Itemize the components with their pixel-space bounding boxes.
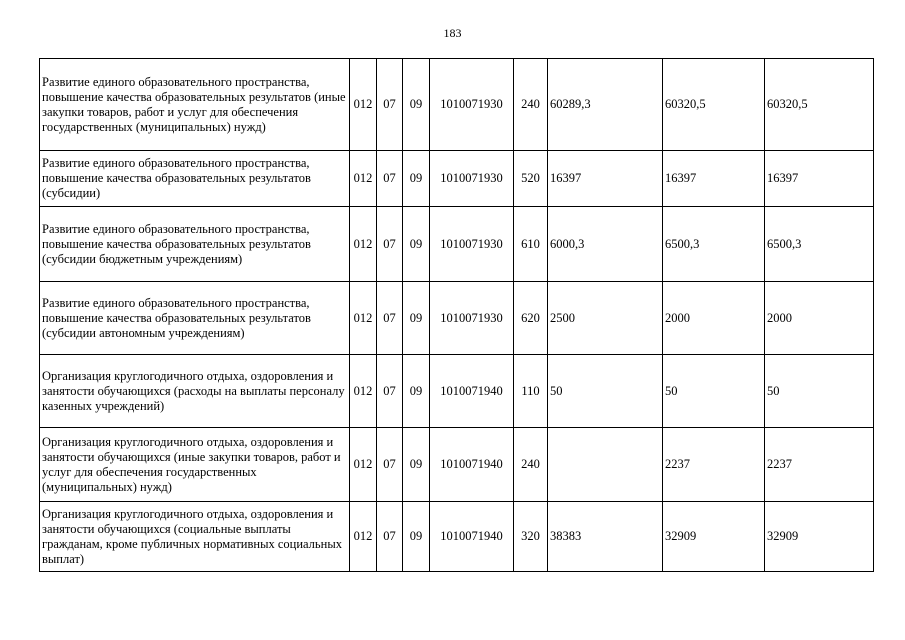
- cell-expense-type: 320: [514, 502, 548, 572]
- page-number: 183: [443, 26, 462, 40]
- cell-subsection: 09: [403, 355, 430, 428]
- cell-target: 1010071940: [430, 428, 514, 502]
- cell-sum-3: 6500,3: [765, 207, 874, 282]
- cell-sum-2: 50: [663, 355, 765, 428]
- cell-name: Организация круглогодичного отдыха, оздоровления и занятости обучающихся (расходы на выплаты персоналу казенных учреждений): [40, 355, 350, 428]
- cell-sum-1: 60289,3: [548, 59, 663, 151]
- table-row: [40, 151, 874, 207]
- cell-name: Развитие единого образовательного пространства, повышение качества образовательных результатов (субсидии бюджетным учреждениям): [40, 207, 350, 282]
- cell-expense-type: 240: [514, 428, 548, 502]
- table-row: [40, 428, 874, 502]
- cell-subsection: 09: [403, 282, 430, 355]
- cell-section: 07: [377, 282, 403, 355]
- cell-section: 07: [377, 502, 403, 572]
- table-row: [40, 59, 874, 151]
- cell-name: Развитие единого образовательного пространства, повышение качества образовательных результатов (субсидии автономным учреждениям): [40, 282, 350, 355]
- table-row: [40, 355, 874, 428]
- cell-sum-2: 60320,5: [663, 59, 765, 151]
- cell-section: 07: [377, 355, 403, 428]
- cell-sum-2: 32909: [663, 502, 765, 572]
- cell-target: 1010071930: [430, 151, 514, 207]
- cell-ministry: 012: [350, 59, 377, 151]
- cell-ministry: 012: [350, 355, 377, 428]
- cell-sum-2: 2000: [663, 282, 765, 355]
- cell-section: 07: [377, 59, 403, 151]
- cell-sum-1: 50: [548, 355, 663, 428]
- cell-sum-3: 2000: [765, 282, 874, 355]
- cell-sum-1: 38383: [548, 502, 663, 572]
- table-row: [40, 502, 874, 572]
- cell-sum-1: [548, 428, 663, 502]
- cell-subsection: 09: [403, 428, 430, 502]
- table-row: [40, 207, 874, 282]
- cell-subsection: 09: [403, 502, 430, 572]
- cell-sum-1: 2500: [548, 282, 663, 355]
- table-row: [40, 282, 874, 355]
- cell-expense-type: 240: [514, 59, 548, 151]
- cell-target: 1010071930: [430, 282, 514, 355]
- cell-sum-3: 50: [765, 355, 874, 428]
- cell-sum-3: 16397: [765, 151, 874, 207]
- cell-sum-3: 60320,5: [765, 59, 874, 151]
- cell-subsection: 09: [403, 59, 430, 151]
- cell-sum-2: 16397: [663, 151, 765, 207]
- cell-expense-type: 610: [514, 207, 548, 282]
- cell-target: 1010071940: [430, 502, 514, 572]
- cell-ministry: 012: [350, 207, 377, 282]
- cell-section: 07: [377, 207, 403, 282]
- cell-section: 07: [377, 428, 403, 502]
- cell-name: Развитие единого образовательного пространства, повышение качества образовательных результатов (иные закупки товаров, работ и услуг для обеспечения государственных (муниципальных) нужд): [40, 59, 350, 151]
- cell-name: Развитие единого образовательного пространства, повышение качества образовательных результатов (субсидии): [40, 151, 350, 207]
- cell-ministry: 012: [350, 502, 377, 572]
- cell-subsection: 09: [403, 151, 430, 207]
- cell-expense-type: 110: [514, 355, 548, 428]
- cell-expense-type: 520: [514, 151, 548, 207]
- cell-ministry: 012: [350, 282, 377, 355]
- cell-sum-2: 6500,3: [663, 207, 765, 282]
- cell-target: 1010071940: [430, 355, 514, 428]
- cell-name: Организация круглогодичного отдыха, оздоровления и занятости обучающихся (иные закупки товаров, работ и услуг для обеспечения государственных (муниципальных) нужд): [40, 428, 350, 502]
- cell-target: 1010071930: [430, 207, 514, 282]
- cell-sum-1: 6000,3: [548, 207, 663, 282]
- cell-ministry: 012: [350, 428, 377, 502]
- cell-sum-3: 32909: [765, 502, 874, 572]
- budget-table: [39, 58, 874, 572]
- cell-name: Организация круглогодичного отдыха, оздоровления и занятости обучающихся (социальные выплаты гражданам, кроме публичных нормативных социальных выплат): [40, 502, 350, 572]
- cell-sum-2: 2237: [663, 428, 765, 502]
- cell-target: 1010071930: [430, 59, 514, 151]
- cell-ministry: 012: [350, 151, 377, 207]
- cell-subsection: 09: [403, 207, 430, 282]
- cell-section: 07: [377, 151, 403, 207]
- table-body: [40, 59, 874, 572]
- cell-sum-3: 2237: [765, 428, 874, 502]
- cell-sum-1: 16397: [548, 151, 663, 207]
- cell-expense-type: 620: [514, 282, 548, 355]
